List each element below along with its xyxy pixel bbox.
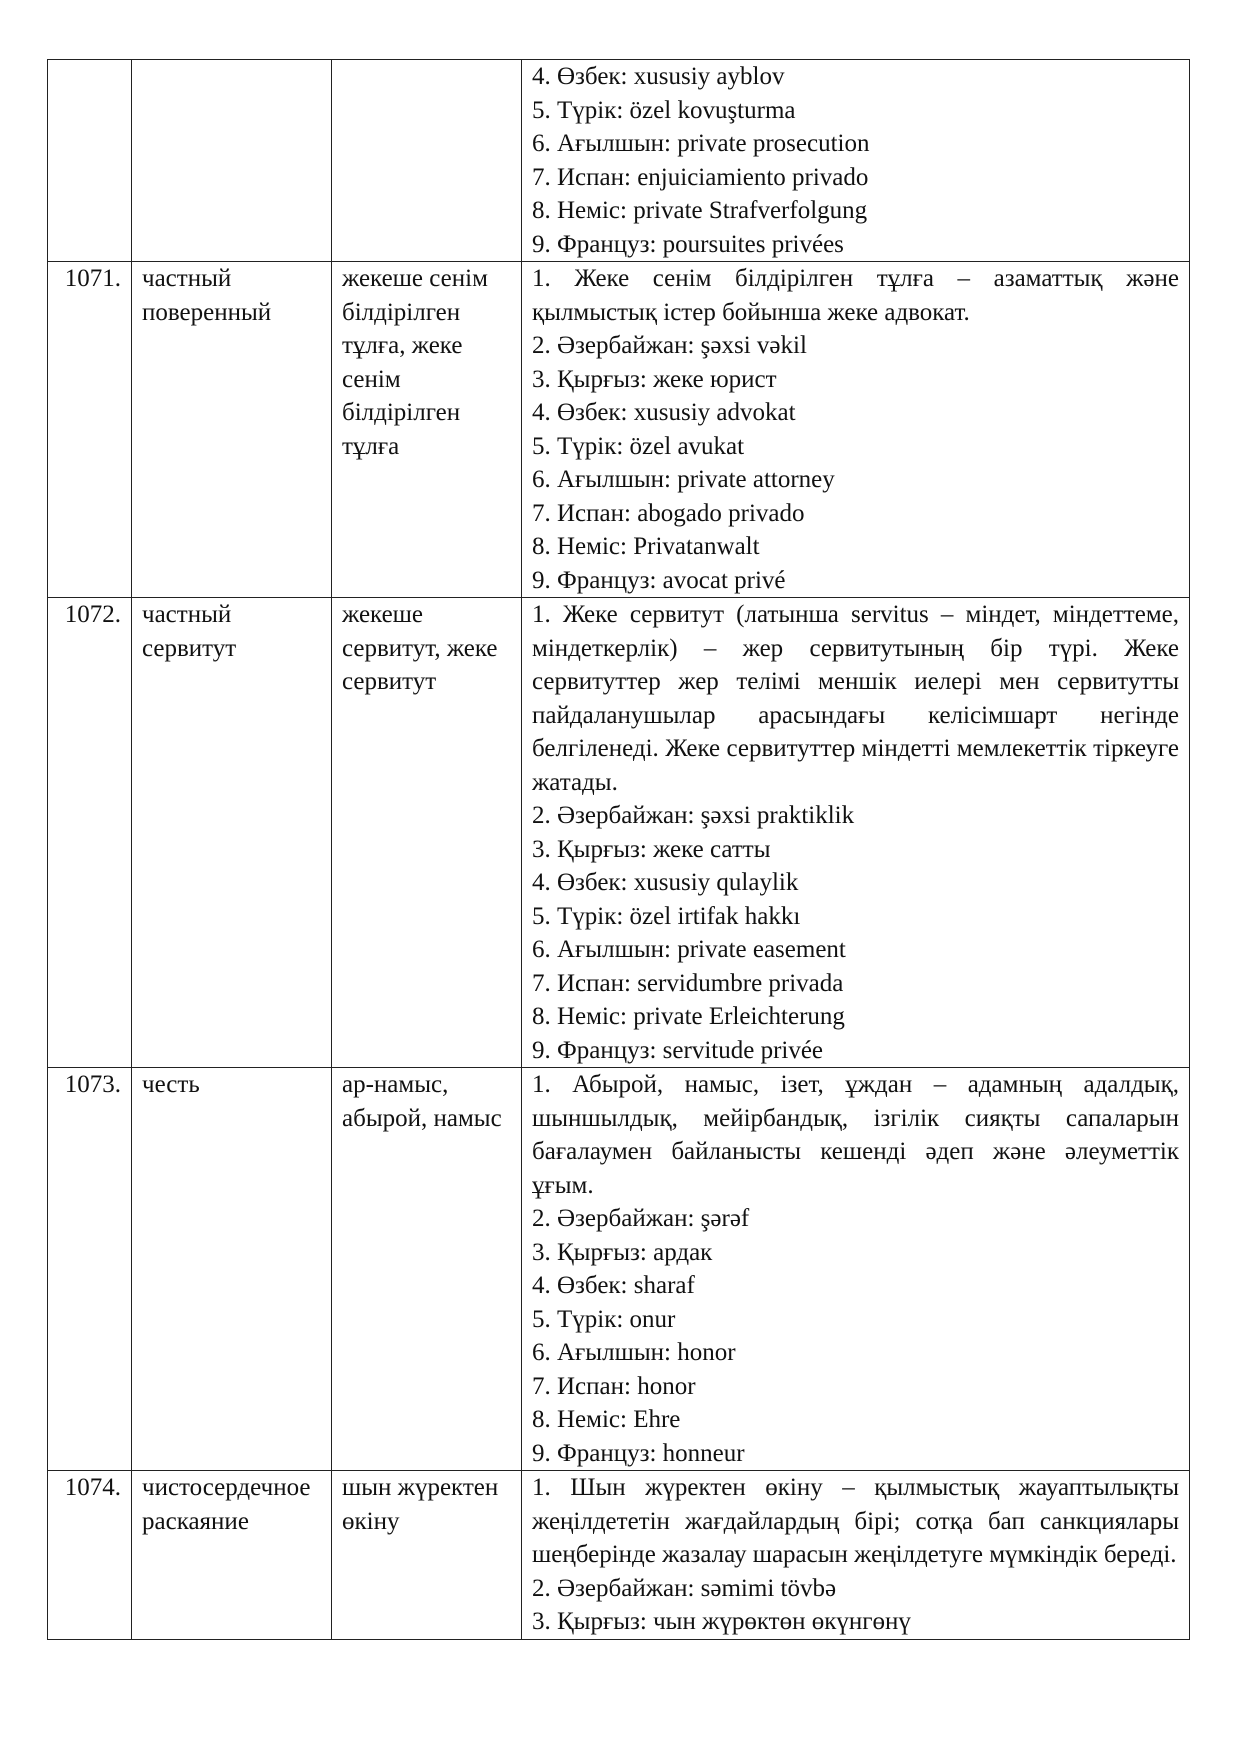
definition-cell (522, 60, 1190, 262)
translation-line: 9. Француз: servitude privée (532, 1036, 824, 1064)
table-row (48, 1068, 1190, 1471)
entry-number: 1071. (48, 262, 132, 598)
table-row (48, 598, 1190, 1068)
entry-number (48, 60, 132, 262)
translation-line: 5. Түрік: özel kovuşturma (532, 96, 796, 124)
definition-text: 1. Шын жүректен өкіну – қылмыстық жауаптылықты жеңілдететін жағдайлардың бірі; сотқа бап санкциялары шеңберінде жазалау шарасын жеңілдетуге мүмкіндік береді. (532, 1474, 1179, 1568)
translation-line: 3. Қырғыз: жеке сатты (532, 835, 771, 863)
translation-line: 5. Түрік: özel irtifak hakkı (532, 902, 801, 930)
definition-text: 1. Жеке сенім білдірілген тұлға – азаматтық және қылмыстық істер бойынша жеке адвокат. (532, 265, 1179, 326)
translation-line: 5. Түрік: onur (532, 1305, 676, 1333)
translation-line: 6. Ағылшын: private attorney (532, 466, 835, 493)
translation-line: 8. Неміс: Privatanwalt (532, 533, 760, 560)
dictionary-table (47, 59, 1190, 1640)
entry-number: 1073. (48, 1068, 132, 1471)
kazakh-term: шын жүректен өкіну (332, 1471, 522, 1640)
translation-line: 8. Неміс: Ehre (532, 1406, 681, 1433)
entry-number: 1074. (48, 1471, 132, 1640)
russian-term (132, 60, 332, 262)
kazakh-term: жекеше сервитут, жеке сервитут (332, 598, 522, 1068)
translation-line: 7. Испан: enjuiciamiento privado (532, 163, 869, 191)
russian-term: частный сервитут (132, 598, 332, 1068)
definition-text: 1. Жеке сервитут (латынша servitus – міндет, міндеттеме, міндеткерлік) – жер сервитутының бір түрі. Жеке сервитуттер жер телімі меншік иелері мен сервитутты пайдаланушылар арасындағы келісімшарт негінде белгіленеді. Жеке сервитуттер міндетті мемлекеттік тіркеуге жатады. (532, 601, 1179, 796)
translation-line: 8. Неміс: private Strafverfolgung (532, 197, 868, 224)
kazakh-term (332, 60, 522, 262)
definition-cell (522, 1068, 1190, 1471)
definition-cell (522, 262, 1190, 598)
table-row (48, 1471, 1190, 1640)
translation-line: 7. Испан: abogado privado (532, 499, 805, 527)
translation-line: 8. Неміс: private Erleichterung (532, 1003, 845, 1030)
translation-line: 9. Француз: poursuites privées (532, 230, 844, 258)
translation-line: 4. Өзбек: xususiy advokat (532, 399, 796, 426)
definition-cell (522, 1471, 1190, 1640)
entry-number: 1072. (48, 598, 132, 1068)
translation-line: 3. Қырғыз: ардак (532, 1238, 713, 1266)
translation-line: 5. Түрік: özel avukat (532, 432, 745, 460)
translation-line: 3. Қырғыз: жеке юрист (532, 365, 777, 393)
russian-term: чистосердечное раскаяние (132, 1471, 332, 1640)
definition-text: 1. Абырой, намыс, ізет, ұждан – адамның адалдық, шыншылдық, мейірбандық, ізгілік сияқты сапаларын бағалаумен байланысты кешенді әдеп және әлеуметтік ұғым. (532, 1071, 1179, 1199)
translation-line: 4. Өзбек: xususiy ayblov (532, 63, 785, 90)
table-row (48, 60, 1190, 262)
translation-line: 9. Француз: avocat privé (532, 566, 786, 594)
translation-line: 4. Өзбек: sharaf (532, 1272, 695, 1299)
translation-line: 9. Француз: honneur (532, 1439, 745, 1467)
translation-line: 7. Испан: honor (532, 1372, 696, 1400)
kazakh-term: жекеше сенім білдірілген тұлға, жеке сенім білдірілген тұлға (332, 262, 522, 598)
translation-line: 6. Ағылшын: private prosecution (532, 130, 870, 157)
kazakh-term: ар-намыс, абырой, намыс (332, 1068, 522, 1471)
translation-line: 7. Испан: servidumbre privada (532, 969, 844, 997)
translation-line: 6. Ағылшын: honor (532, 1339, 736, 1366)
translation-line: 2. Әзербайжан: şəxsi praktiklik (532, 802, 855, 829)
definition-cell (522, 598, 1190, 1068)
russian-term: частный поверенный (132, 262, 332, 598)
table-row (48, 262, 1190, 598)
translation-line: 4. Өзбек: xususiy qulaylik (532, 869, 799, 896)
translation-line: 6. Ағылшын: private easement (532, 936, 846, 963)
translation-line: 2. Әзербайжан: səmimi tövbə (532, 1574, 837, 1602)
translation-line: 2. Әзербайжан: şəxsi vəkil (532, 332, 807, 359)
translation-line: 3. Қырғыз: чын жүрөктөн өкүнгөнү (532, 1608, 911, 1635)
russian-term: честь (132, 1068, 332, 1471)
translation-line: 2. Әзербайжан: şərəf (532, 1205, 750, 1232)
